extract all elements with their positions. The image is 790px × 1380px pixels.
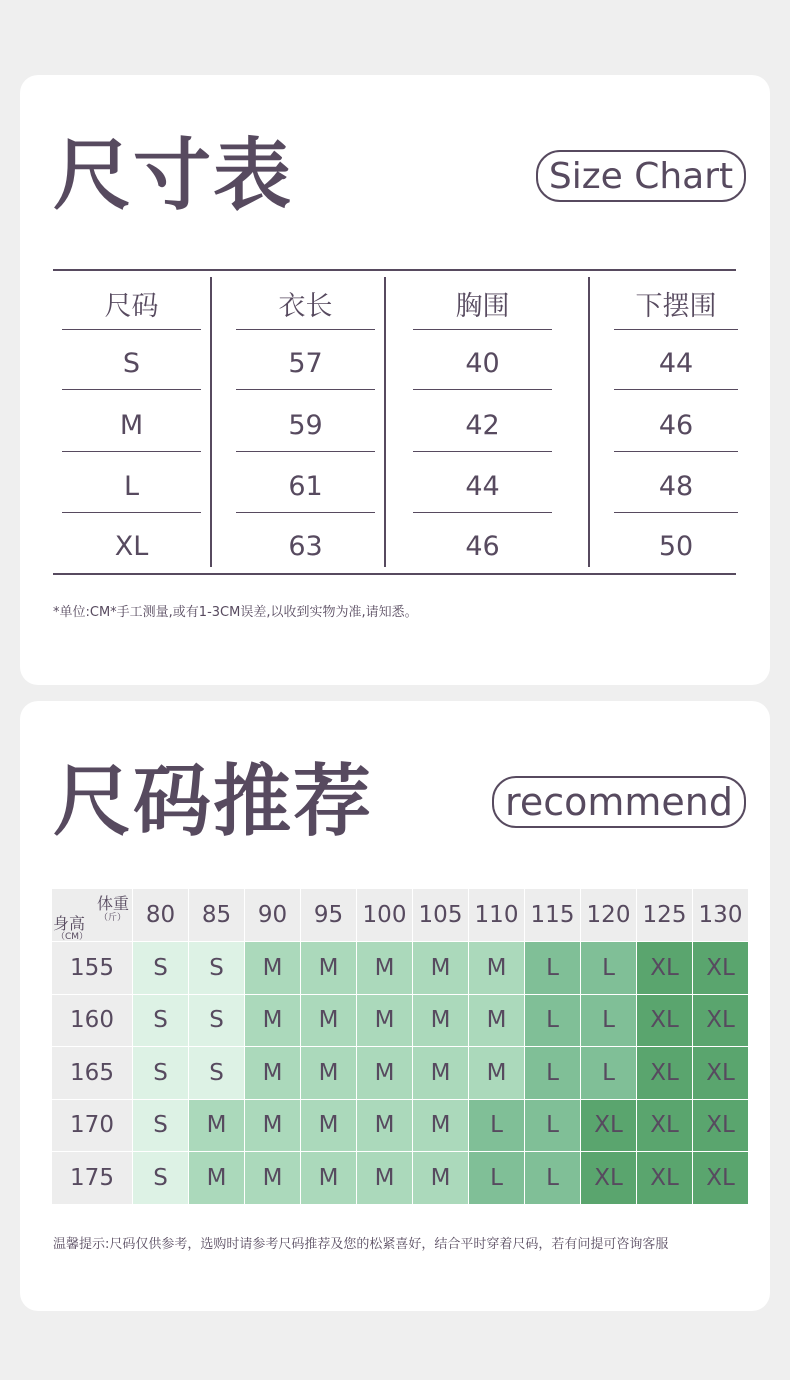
column-divider xyxy=(210,277,212,567)
weight-header: 130 xyxy=(693,889,748,941)
column-header: 下摆围 xyxy=(614,277,738,330)
height-header: 170 xyxy=(52,1100,132,1152)
table-cell: 57 xyxy=(236,337,375,390)
size-cell: M xyxy=(301,1047,356,1099)
table-cell: XL xyxy=(114,530,149,562)
size-chart-pill: Size Chart xyxy=(536,150,746,202)
size-cell: L xyxy=(525,1047,580,1099)
chest-column xyxy=(404,277,561,567)
weight-header: 125 xyxy=(637,889,692,941)
size-cell: XL xyxy=(693,1100,748,1152)
size-cell: M xyxy=(189,1100,244,1152)
table-cell: 44 xyxy=(413,460,552,513)
size-cell: M xyxy=(357,995,412,1047)
size-cell: M xyxy=(469,942,524,994)
size-cell: S xyxy=(189,942,244,994)
size-cell: L xyxy=(525,942,580,994)
size-column xyxy=(53,277,210,567)
size-cell: M xyxy=(357,942,412,994)
table-cell: 59 xyxy=(236,399,375,452)
recommend-pill: recommend xyxy=(492,776,746,828)
size-cell: XL xyxy=(693,1047,748,1099)
size-cell: M xyxy=(413,995,468,1047)
table-cell: 46 xyxy=(465,530,500,562)
recommend-tip: 温馨提示:尺码仅供参考，选购时请参考尺码推荐及您的松紧喜好，结合平时穿着尺码，若有问提可咨询客服 xyxy=(53,1237,669,1252)
size-cell: XL xyxy=(637,1152,692,1204)
weight-header: 85 xyxy=(189,889,244,941)
size-chart-title: 尺寸表 xyxy=(53,131,294,221)
size-cell: L xyxy=(581,1047,636,1099)
size-cell: S xyxy=(133,995,188,1047)
size-cell: M xyxy=(245,995,300,1047)
size-chart-card xyxy=(20,75,770,685)
table-cell: S xyxy=(62,337,201,390)
size-cell: XL xyxy=(581,1152,636,1204)
size-cell: XL xyxy=(637,995,692,1047)
size-table xyxy=(53,269,736,575)
grid-corner xyxy=(52,889,132,941)
height-label: 身高 xyxy=(53,914,86,933)
size-cell: M xyxy=(301,1152,356,1204)
table-cell: 46 xyxy=(614,399,738,452)
column-divider xyxy=(588,277,590,567)
size-cell: M xyxy=(245,1100,300,1152)
size-cell: M xyxy=(469,1047,524,1099)
size-cell: XL xyxy=(693,1152,748,1204)
size-cell: S xyxy=(133,942,188,994)
size-cell: M xyxy=(357,1100,412,1152)
column-header: 尺码 xyxy=(62,277,201,330)
hem-column xyxy=(593,277,736,567)
height-header: 160 xyxy=(52,995,132,1047)
table-cell: 50 xyxy=(658,530,694,562)
size-cell: L xyxy=(469,1100,524,1152)
size-cell: M xyxy=(413,1100,468,1152)
table-cell: 48 xyxy=(614,460,738,513)
size-cell: M xyxy=(469,995,524,1047)
size-cell: M xyxy=(245,1047,300,1099)
size-cell: L xyxy=(581,995,636,1047)
recommend-title: 尺码推荐 xyxy=(53,757,374,847)
length-column xyxy=(227,277,384,567)
size-cell: M xyxy=(245,1152,300,1204)
size-cell: XL xyxy=(637,942,692,994)
size-cell: M xyxy=(413,942,468,994)
weight-header: 80 xyxy=(133,889,188,941)
measurement-note: *单位:CM*手工测量,或有1-3CM误差,以收到实物为准,请知悉。 xyxy=(53,605,418,620)
size-cell: L xyxy=(525,1100,580,1152)
recommend-grid xyxy=(52,889,748,1204)
size-cell: M xyxy=(357,1047,412,1099)
table-cell: 61 xyxy=(236,460,375,513)
size-cell: L xyxy=(525,1152,580,1204)
size-cell: S xyxy=(133,1152,188,1204)
size-cell: S xyxy=(189,1047,244,1099)
size-cell: S xyxy=(133,1047,188,1099)
table-cell: 42 xyxy=(413,399,552,452)
height-header: 165 xyxy=(52,1047,132,1099)
height-header: 155 xyxy=(52,942,132,994)
table-cell: 40 xyxy=(413,337,552,390)
height-unit: （CM） xyxy=(56,932,89,942)
size-cell: M xyxy=(301,1100,356,1152)
size-cell: XL xyxy=(693,995,748,1047)
weight-header: 105 xyxy=(413,889,468,941)
weight-label: 体重 xyxy=(96,894,129,913)
weight-header: 95 xyxy=(301,889,356,941)
size-cell: L xyxy=(469,1152,524,1204)
size-cell: M xyxy=(301,942,356,994)
table-cell: 44 xyxy=(614,337,738,390)
size-cell: XL xyxy=(581,1100,636,1152)
size-cell: S xyxy=(133,1100,188,1152)
weight-header: 115 xyxy=(525,889,580,941)
size-cell: M xyxy=(413,1152,468,1204)
size-cell: XL xyxy=(637,1100,692,1152)
size-cell: M xyxy=(189,1152,244,1204)
height-header: 175 xyxy=(52,1152,132,1204)
weight-unit: （斤） xyxy=(98,913,126,923)
weight-header: 120 xyxy=(581,889,636,941)
size-cell: L xyxy=(581,942,636,994)
weight-header: 90 xyxy=(245,889,300,941)
size-cell: M xyxy=(301,995,356,1047)
size-cell: XL xyxy=(637,1047,692,1099)
column-header: 胸围 xyxy=(413,277,552,330)
size-cell: L xyxy=(525,995,580,1047)
weight-header: 100 xyxy=(357,889,412,941)
size-cell: M xyxy=(413,1047,468,1099)
weight-header: 110 xyxy=(469,889,524,941)
size-cell: M xyxy=(245,942,300,994)
size-cell: XL xyxy=(693,942,748,994)
table-cell: L xyxy=(62,460,201,513)
column-divider xyxy=(384,277,386,567)
table-cell: M xyxy=(62,399,201,452)
table-cell: 63 xyxy=(288,530,323,562)
column-header: 衣长 xyxy=(236,277,375,330)
size-cell: S xyxy=(189,995,244,1047)
recommend-card xyxy=(20,701,770,1311)
size-cell: M xyxy=(357,1152,412,1204)
